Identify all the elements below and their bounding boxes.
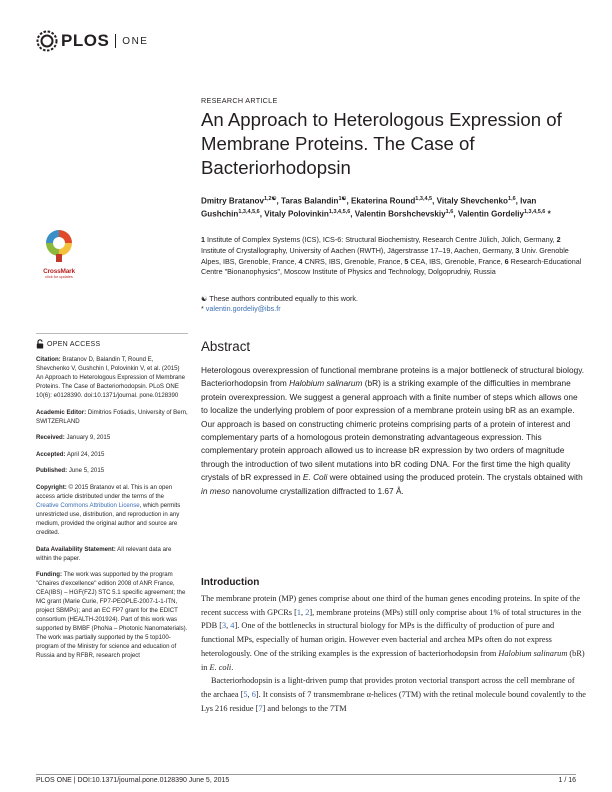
equal-contribution-text: These authors contributed equally to this work. <box>209 294 358 303</box>
article-title: An Approach to Heterologous Expression of Membrane Proteins. The Case of Bacteriorhodopsin <box>201 109 562 178</box>
funding-label: Funding: <box>36 571 63 579</box>
intro-text: Bacteriorhodopsin is a light-driven pump that provides proton vectorial transport across the cell membrane of the archaea [ <box>201 676 575 699</box>
journal-name: ONE <box>122 35 149 47</box>
citation-label: Citation: <box>36 356 61 363</box>
introduction-heading: Introduction <box>201 577 260 588</box>
license-link[interactable]: Creative Commons Attribution License <box>36 501 140 509</box>
data-availability-label: Data Availability Statement: <box>36 545 116 553</box>
crossmark-sublabel: click for updates <box>45 275 73 279</box>
plos-logo-icon <box>36 30 58 52</box>
received-block <box>36 433 188 442</box>
affiliation-number: 4 <box>298 256 303 266</box>
affiliation-number: 5 <box>404 256 409 266</box>
copyright-text: © 2015 Bratanov et al. This is an open access article distributed under the terms of the <box>36 483 173 500</box>
sidebar-divider <box>36 333 188 334</box>
equal-contribution-note <box>201 294 586 304</box>
crossmark-icon <box>44 228 74 262</box>
intro-text: ]. One of the bottlenecks in structural biology for MPs is the difficulty of production of pure and functional MPs, especially of human origin. However even bacterial and archea MPs often do not express heterologously. One of the striking examples is the expression of bacteriorhodopsin from <box>201 621 555 658</box>
affiliation-text: Institute of Crystallography, University of Aachen (RWTH), Jägerstrasse 17–19, Aachen, Germany, <box>201 245 514 255</box>
intro-text: ] and belongs to the 7TM <box>262 703 347 713</box>
open-lock-icon <box>36 339 44 349</box>
copyright-label: Copyright: <box>36 483 67 491</box>
author-name: Valentin Borshchevskiy <box>354 210 446 220</box>
author-name: Ekaterina Round <box>350 196 416 206</box>
affiliation-number: 1 <box>201 235 205 244</box>
intro-text: ], membrane proteins (MPs) still only comprise about 1% of total structures in the PDB [ <box>201 607 582 631</box>
article-type-label: RESEARCH ARTICLE <box>201 96 278 105</box>
affiliation-text: Institute of Complex Systems (ICS), ICS-6: Structural Biochemistry, Research Centre Jülich, Jülich, Germany, <box>207 235 555 244</box>
abstract-text <box>201 364 586 498</box>
abstract-part: Heterologous overexpression of functional membrane proteins is a major bottleneck of structural biology. Bacteriorhodopsin from <box>201 365 585 389</box>
author-name: Ivan Gushchin <box>201 196 537 220</box>
received-label: Received: <box>36 434 65 442</box>
intro-paragraph-2: Bacteriorhodopsin is a light-driven pump that provides proton vectorial transport across the cell membrane of the archaea [5, 6]. It consists of 7 transmembrane α-helices (7TM) with the retinal molecule bound covalently to the Lys 216 residue [7] and belongs to the 7TM <box>201 676 586 713</box>
intro-text: ]. It consists of 7 transmembrane α-helices (7TM) with the retinal molecule bound covalently to the Lys 216 residue [ <box>201 689 586 713</box>
published-block <box>36 466 188 475</box>
article-info-sidebar <box>36 333 188 668</box>
editor-text: Dimitrios Fotiadis, University of Bern, SWITZERLAND <box>36 408 188 425</box>
footer-citation: PLOS ONE | DOI:10.1371/journal.pone.0128390 June 5, 2015 <box>36 777 230 784</box>
author-name: Vitaly Shevchenko <box>436 196 509 206</box>
corresponding-marker: * <box>545 210 551 220</box>
data-availability-block <box>36 545 188 563</box>
author-affiliation-marks: 1,3,4,5,6 <box>523 209 546 216</box>
author-affiliation-marks: 1,2☯ <box>263 196 277 202</box>
abstract-part: (bR) is a striking example of the difficulties in membrane protein overexpression. We suggest a general approach with a finite number of steps which allows one to localize the underlying problem of poor expression of a membrane protein using bR as an example. Our approach is based on constructing chimeric proteins comprising parts of a protein of interest and complementary parts of a homologous protein demonstrating advantageous expression. This complementary protein approach allowed us to increase bR expression by two orders of magnitude through the introduction of two silent mutations into bR coding DNA. For the first time the high quality crystals of bR expressed in <box>201 378 578 483</box>
intro-text: The membrane protein (MP) genes comprise about one third of the human genes encoding proteins. In spite of the recent success with GPCRs [ <box>201 594 581 617</box>
affiliation-text: CNRS, IBS, Grenoble, France, <box>304 256 403 266</box>
reference-link[interactable]: 7 <box>258 703 263 713</box>
corresponding-marker: * <box>201 304 206 314</box>
affiliation-number: 3 <box>515 245 520 255</box>
author-affiliation-marks: 1,6 <box>445 209 454 216</box>
editor-label: Academic Editor: <box>36 408 87 416</box>
accepted-date: April 24, 2015 <box>66 450 105 458</box>
author-name: Vitaly Polovinkin <box>264 210 329 220</box>
author-name: Taras Balandin <box>281 196 339 206</box>
author-affiliation-marks: 1,3,4,5 <box>415 196 433 202</box>
copyright-text-end: , which permits unrestricted use, distribution, and reproduction in any medium, provided the original author and source are credited. <box>36 501 181 536</box>
published-date: June 5, 2015 <box>68 467 105 475</box>
reference-link[interactable]: 6 <box>251 689 256 699</box>
brand-name: PLOS <box>61 31 110 50</box>
abstract-heading: Abstract <box>201 339 251 354</box>
funding-block <box>36 570 188 660</box>
open-access-badge <box>36 339 188 349</box>
reference-link[interactable]: 3 <box>221 621 227 631</box>
intro-organism: E. coli <box>209 662 232 672</box>
affiliation-number: 6 <box>504 256 509 266</box>
corresponding-email-note <box>201 304 586 314</box>
editor-block <box>36 408 188 426</box>
author-name: Valentin Gordeliy <box>457 210 524 220</box>
author-affiliation-marks: 1,3,4,5,6 <box>238 209 260 216</box>
journal-logo[interactable] <box>36 30 148 52</box>
published-label: Published: <box>36 467 68 475</box>
accepted-block <box>36 450 188 459</box>
abstract-part: nanovolume crystallization diffracted to 1.67 Å. <box>230 485 404 496</box>
reference-link[interactable]: 5 <box>243 689 248 699</box>
affiliation-text: Research-Educational Centre "Bionanophysics", Moscow Institute of Physics and Technology, Dolgoprudniy, Russia <box>201 256 582 277</box>
accepted-label: Accepted: <box>36 450 66 458</box>
crossmark-badge[interactable] <box>38 228 80 279</box>
reference-link[interactable]: 2 <box>305 607 310 617</box>
author-name: Dmitry Bratanov <box>201 196 264 206</box>
open-access-label: OPEN ACCESS <box>47 340 101 348</box>
affiliation-number: 2 <box>556 235 561 244</box>
abstract-species: Halobium salinarum <box>289 378 363 389</box>
author-affiliation-marks: 1,6 <box>508 196 516 202</box>
logo-divider <box>115 34 116 48</box>
footer-rule <box>36 774 576 775</box>
equal-contribution-icon: ☯ <box>201 294 210 303</box>
intro-text: (bR) in <box>201 648 585 672</box>
crossmark-label: CrossMark <box>43 268 75 275</box>
intro-text: . <box>231 662 234 672</box>
author-notes <box>201 294 586 314</box>
author-affiliation-marks: 1☯ <box>338 196 347 202</box>
abstract-method: in meso <box>201 485 231 496</box>
intro-species: Halobium salinarum <box>498 648 568 658</box>
affiliation-list <box>201 235 586 278</box>
affiliation-text: CEA, IBS, Grenoble, France, <box>410 256 503 266</box>
citation-text: Bratanov D, Balandin T, Round E, Shevchenko V, Gushchin I, Polovinkin V, et al. (2015) An Approach to Heterologous Expression of Membrane Proteins. The Case of Bacteriorhodopsin. PLoS ONE 10(6): e0128390. doi:10.1371/journal. pone.0128390 <box>36 356 186 399</box>
citation-block <box>36 355 188 400</box>
author-list: Dmitry Bratanov$^{1,2☯}$, Taras Balandin$^{1☯}$, Ekaterina Round$^{1,3,4,5}$, Vitaly Shevchenko$^{1,6}$, Ivan Gushchin$^{1,3,4,5,6}$, Vitaly Polovinkin$^{1,3,4,5,6}$, Valentin Borshchevskiy$^{1,6}$, Valentin Gordeliy$^{1,3,4,5,6}$ * <box>201 196 551 220</box>
corresponding-email-link[interactable]: valentin.gordeliy@ibs.fr <box>205 304 281 314</box>
data-availability-text: All relevant data are within the paper. <box>36 545 172 562</box>
page-number: 1 / 16 <box>558 777 576 784</box>
reference-link[interactable]: 1 <box>296 607 302 617</box>
author-affiliation-marks: 1,3,4,5,6 <box>328 209 351 216</box>
intro-paragraph-1: The membrane protein (MP) genes comprise about one third of the human genes encoding proteins. In spite of the recent success with GPCRs [1, 2], membrane proteins (MPs) still only comprise about 1% of total structures in the PDB [3, 4]. One of the bottlenecks in structural biology for MPs is the difficulty of production of pure and functional MPs, especially of human origin. However even bacterial and archea MPs often do not express heterologously. One of the striking examples is the expression of bacteriorhodopsin from Halobium salinarum (bR) in E. coli. <box>201 594 585 672</box>
affiliation-text: Univ. Grenoble Alpes, IBS, Grenoble, France, <box>201 245 569 266</box>
introduction-body <box>201 592 586 715</box>
copyright-block <box>36 483 188 537</box>
abstract-organism: E. Coli <box>302 472 328 483</box>
abstract-part: were obtained using the produced protein. The crystals obtained with <box>327 472 583 483</box>
received-date: January 9, 2015 <box>66 434 111 442</box>
reference-link[interactable]: 4 <box>230 621 235 631</box>
funding-text: The work was supported by the program "Chaires d'excellence" edition 2008 of ANR France, CEA(IBS) – HGF(FZJ) STC 5.1 specific agreement; the MC grant (Marie Curie, FP7-PEOPLE-2007-1-1-ITN, project SBMPs); and an EC FP7 grant for the EDICT consortium (HEALTH-201924). Part of this work was supported by BMBF (PhoNa – Photonic Nanomaterials). The work was partially supported by the 5 top100-program of the Ministry for science and education of Russia and by RFBR, research project <box>36 571 188 660</box>
